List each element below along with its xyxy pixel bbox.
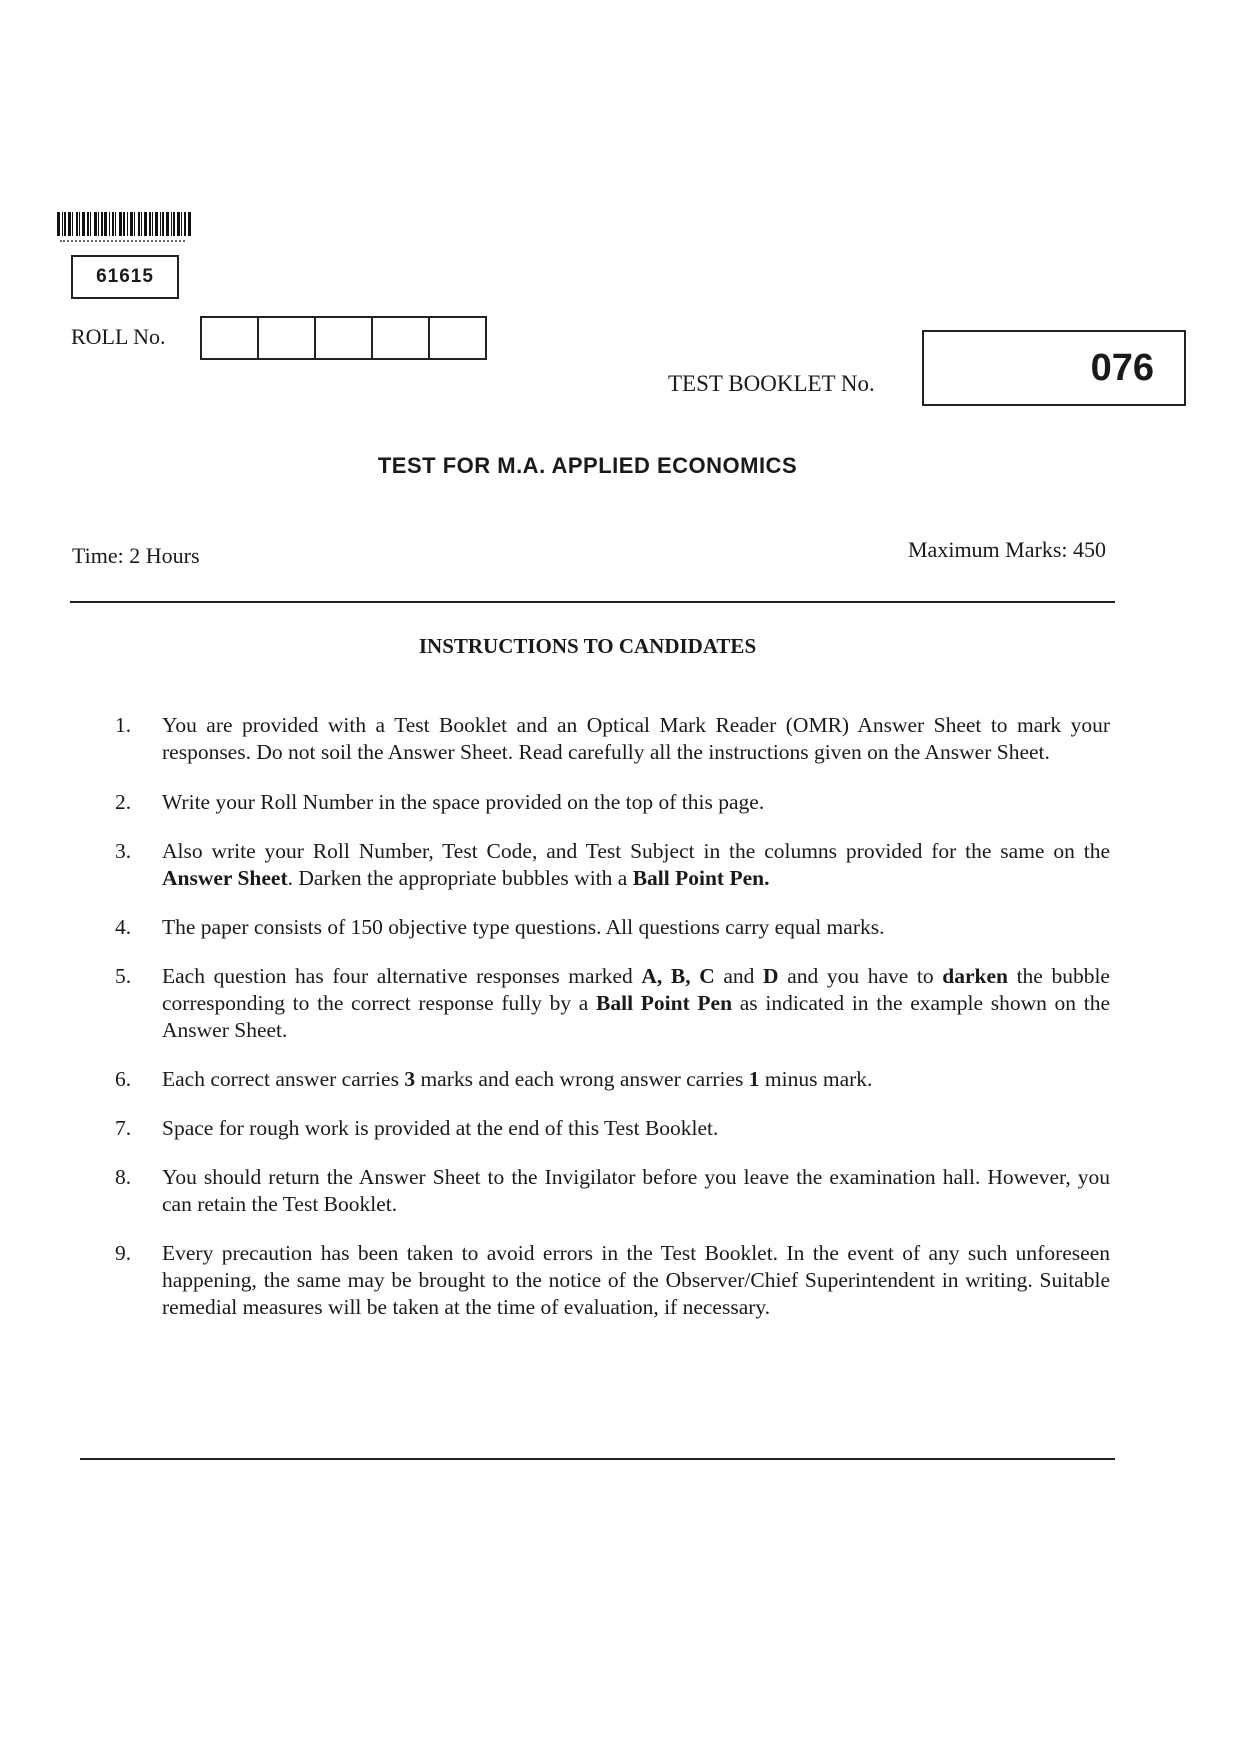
roll-digit-box[interactable] bbox=[373, 318, 430, 358]
instruction-text: You should return the Answer Sheet to the Invigilator before you leave the examination hall. However, you can retain the Test Booklet. bbox=[162, 1165, 1110, 1216]
instruction-item bbox=[115, 1115, 1110, 1142]
instruction-text: Space for rough work is provided at the end of this Test Booklet. bbox=[162, 1116, 719, 1140]
instruction-text: Also write your Roll Number, Test Code, and Test Subject in the columns provided for the same on the Answer Sheet. Darken the appropriate bubbles with a Ball Point Pen. bbox=[162, 839, 1110, 890]
roll-number-label: ROLL No. bbox=[71, 324, 166, 349]
instruction-item bbox=[115, 963, 1110, 1044]
instructions-list bbox=[115, 712, 1110, 1321]
time-allowed: Time: 2 Hours bbox=[72, 543, 200, 568]
instruction-text: Write your Roll Number in the space provided on the top of this page. bbox=[162, 790, 765, 814]
instruction-text: The paper consists of 150 objective type questions. All questions carry equal marks. bbox=[162, 915, 885, 939]
instruction-number: 6. bbox=[115, 1067, 132, 1091]
instruction-number: 7. bbox=[115, 1116, 132, 1140]
roll-digit-box[interactable] bbox=[430, 318, 485, 358]
instruction-number: 1. bbox=[115, 713, 132, 737]
maximum-marks: Maximum Marks: 450 bbox=[908, 537, 1106, 562]
instructions-heading: INSTRUCTIONS TO CANDIDATES bbox=[418, 634, 757, 658]
instruction-number: 4. bbox=[115, 915, 132, 939]
instruction-number: 8. bbox=[115, 1165, 132, 1189]
instruction-number: 3. bbox=[115, 839, 132, 863]
test-code-box: 61615 bbox=[71, 255, 179, 299]
page-title: TEST FOR M.A. APPLIED ECONOMICS bbox=[377, 453, 798, 478]
instruction-item bbox=[115, 1240, 1110, 1321]
divider bbox=[80, 1458, 1115, 1460]
instruction-number: 9. bbox=[115, 1241, 132, 1265]
instruction-number: 5. bbox=[115, 964, 132, 988]
instruction-item bbox=[115, 838, 1110, 892]
roll-digit-box[interactable] bbox=[259, 318, 316, 358]
instruction-text: Each question has four alternative responses marked A, B, C and D and you have to darken the bubble corresponding to the correct response fully by a Ball Point Pen as indicated in the example shown on the Answer Sheet. bbox=[162, 964, 1110, 1042]
barcode-divider bbox=[60, 240, 185, 242]
booklet-number-box: 076 bbox=[922, 330, 1186, 406]
instruction-text: Each correct answer carries 3 marks and each wrong answer carries 1 minus mark. bbox=[162, 1067, 873, 1091]
instruction-item bbox=[115, 712, 1110, 766]
booklet-number-label: TEST BOOKLET No. bbox=[668, 371, 875, 396]
roll-number-boxes[interactable] bbox=[200, 316, 487, 360]
instruction-number: 2. bbox=[115, 790, 132, 814]
roll-digit-box[interactable] bbox=[316, 318, 373, 358]
instruction-item bbox=[115, 1164, 1110, 1218]
roll-digit-box[interactable] bbox=[202, 318, 259, 358]
instruction-item bbox=[115, 914, 1110, 941]
instruction-item bbox=[115, 789, 1110, 816]
barcode bbox=[57, 212, 222, 236]
instruction-item bbox=[115, 1066, 1110, 1093]
instruction-text: Every precaution has been taken to avoid errors in the Test Booklet. In the event of any such unforeseen happening, the same may be brought to the notice of the Observer/Chief Superintendent in writing. Suitable remedial measures will be taken at the time of evaluation, if necessary. bbox=[162, 1241, 1110, 1319]
divider bbox=[70, 601, 1115, 603]
instruction-text: You are provided with a Test Booklet and an Optical Mark Reader (OMR) Answer Sheet to mark your responses. Do not soil the Answer Sheet. Read carefully all the instructions given on the Answer Sheet. bbox=[162, 713, 1110, 764]
